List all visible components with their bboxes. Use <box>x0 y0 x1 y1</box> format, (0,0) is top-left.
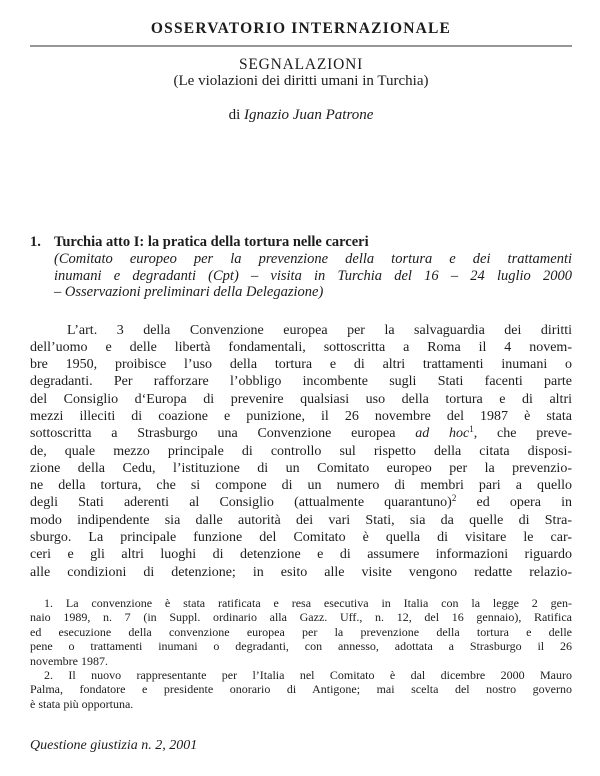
section-number: 1. <box>30 234 41 250</box>
section-heading <box>30 234 572 251</box>
author-name: Ignazio Juan Patrone <box>243 107 374 123</box>
byline <box>30 107 572 124</box>
footnote-line: è stata più opportuna. <box>30 696 134 711</box>
footnote-line: 2. Il nuovo rappresentante per l’Italia nel Comitato è dal dicembre 2000 Mauro <box>44 667 572 682</box>
section-subtitle-line: – Osservazioni preliminari della Delegazione) <box>54 284 324 300</box>
body-text: degli Stati aderenti al Consiglio (attualmente quarantuno) <box>30 495 452 511</box>
body-line: ne della tortura, che si compone di un numero di membri pari a quello <box>30 478 572 494</box>
section-title: Turchia atto I: la pratica della tortura nelle carceri <box>54 234 369 250</box>
page-subtitle: (Le violazioni dei diritti umani in Turchia) <box>173 73 429 89</box>
body-paragraph <box>30 322 572 581</box>
body-line: bre 1950, proibisce l’uso della tortura e di altri trattamenti inumani o <box>30 357 572 373</box>
body-text: ed opera in <box>456 495 572 511</box>
body-line: mezzi illeciti di coazione e punizione, il 26 novembre del 1987 è stata <box>30 408 572 424</box>
section-subtitle-line: inumani e degradanti (Cpt) – visita in Turchia del 16 – 24 luglio 2000 <box>54 267 572 284</box>
footnote-2 <box>30 668 572 711</box>
footnote-line: 1. La convenzione è stata ratificata e resa esecutiva in Italia con la legge 2 gen- <box>44 595 572 610</box>
body-line: dell’uomo e delle libertà fondamentali, sottoscritta a Roma il 4 novem- <box>30 339 572 355</box>
journal-footer: Questione giustizia n. 2, 2001 <box>30 738 198 754</box>
body-line: modo indipendente sia dalle autorità dei vari Stati, sia da quelle di Stra- <box>30 512 572 528</box>
body-text: sottoscritta a Strasburgo una Convenzione europea <box>30 426 416 442</box>
body-line: de, quale mezzo principale di controllo sul rispetto della citata disposi- <box>30 443 572 459</box>
byline-prefix: di <box>228 107 244 123</box>
latin-phrase: ad hoc <box>415 426 470 442</box>
footnote-line: ed esecuzione della convenzione europea per la prevenzione della tortura e delle <box>30 624 572 639</box>
footnote-1 <box>30 596 572 668</box>
page-title: OSSERVATORIO INTERNAZIONALE <box>150 20 452 37</box>
section-subtitle-line: (Comitato europeo per la prevenzione della tortura e dei trattamenti <box>54 251 572 267</box>
body-line: alle condizioni di detenzione; in esito alle visite vengono redatte relazio- <box>30 564 572 580</box>
body-line: del Consiglio d‘Europa di prevenire qualsiasi uso della tortura e di altri <box>30 391 572 407</box>
footnotes <box>30 596 572 711</box>
body-line: degradanti. Per rafforzare l’obbligo incombente sugli Stati facenti parte <box>30 374 572 390</box>
header-rule <box>30 45 572 47</box>
body-text: , che preve- <box>473 426 573 442</box>
footnote-line: naio 1989, n. 7 (in Suppl. ordinario alla Gazz. Uff., n. 12, del 16 gennaio), Ratifica <box>30 610 572 625</box>
footnote-line: Palma, fondatore e presidente onorario di Antigone; mai scelta del nostro governo <box>30 682 572 697</box>
footnote-ref-1: 1 <box>469 424 474 435</box>
section-subtitle <box>54 251 572 301</box>
footnote-line: novembre 1987. <box>30 653 108 668</box>
body-line: sburgo. La principale funzione del Comitato è quella di visitare le car- <box>30 530 572 546</box>
body-line: ceri e gli altri luoghi di detenzione e di assumere informazioni riguardo <box>30 547 572 563</box>
body-line <box>30 425 572 442</box>
footnote-ref-2: 2 <box>451 493 457 504</box>
section-label: SEGNALAZIONI <box>238 56 364 73</box>
body-line: zione della Cedu, l’istituzione di un Comitato europeo per la prevenzio- <box>30 460 572 476</box>
footnote-line: pene o trattamenti inumani o degradanti, con annesso, adottata a Strasburgo il 26 <box>30 639 572 654</box>
body-line: L’art. 3 della Convenzione europea per la salvaguardia dei diritti <box>67 322 572 338</box>
body-line <box>30 494 572 511</box>
